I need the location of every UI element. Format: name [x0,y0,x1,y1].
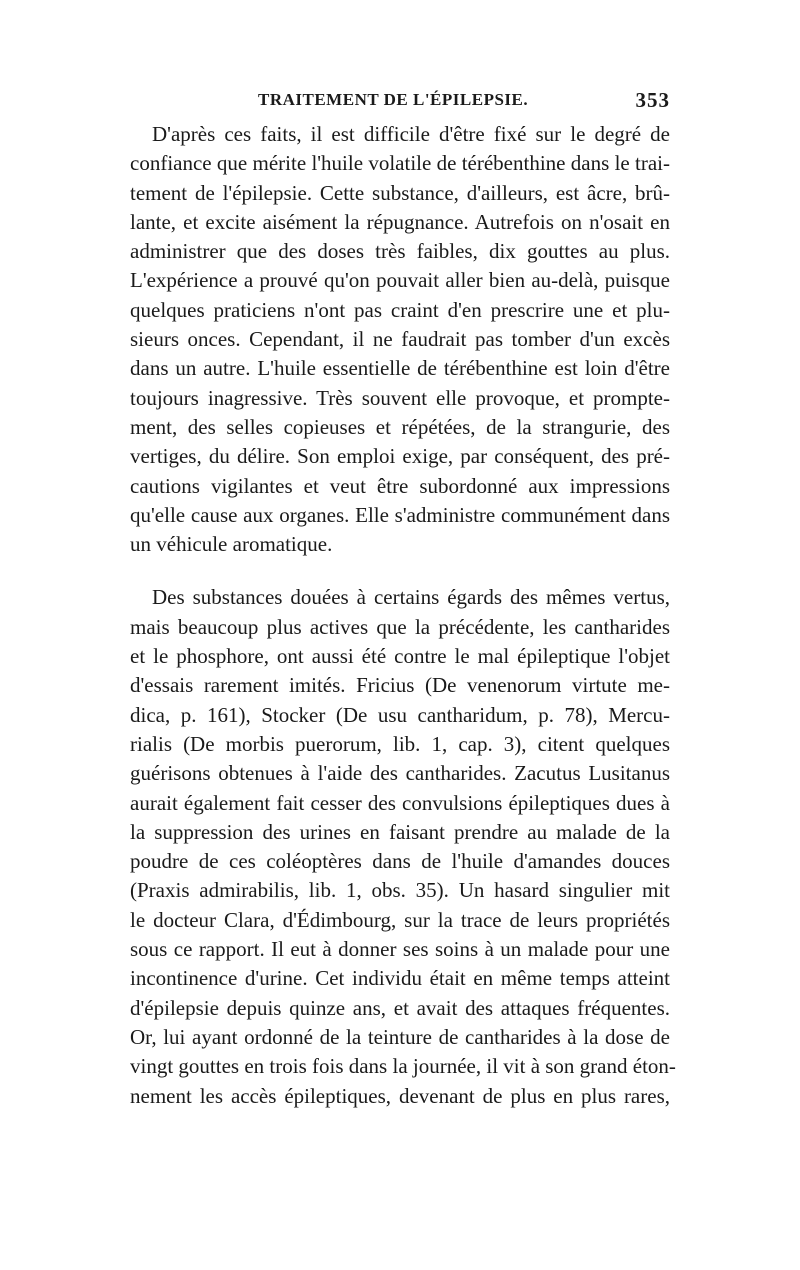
text-line: ment, des selles copieuses et répétées, de la strangurie, des [130,414,670,439]
text-line: d'essais rarement imités. Fricius (De venenorum virtute me- [130,673,670,698]
running-head [130,88,670,118]
text-line: qu'elle cause aux organes. Elle s'administre communément dans [130,502,670,527]
text-line: un véhicule aromatique. [130,532,333,557]
page-number: 353 [635,88,670,112]
text-line: aurait également fait cesser des convulsions épileptiques dues à [130,790,670,815]
text-line: d'épilepsie depuis quinze ans, et avait des attaques fréquentes. [130,995,670,1020]
paragraph-gap [130,559,670,583]
text-line: rialis (De morbis puerorum, lib. 1, cap. 3), citent quelques [130,731,670,756]
text-line: et le phosphore, ont aussi été contre le mal épileptique l'objet [130,644,670,669]
text-line: toujours inagressive. Très souvent elle provoque, et prompte- [130,385,670,410]
text-line: confiance que mérite l'huile volatile de térébenthine dans le trai- [130,151,670,176]
text-line: guérisons obtenues à l'aide des cantharides. Zacutus Lusitanus [130,761,670,786]
text-line: nement les accès épileptiques, devenant de plus en plus rares, [130,1083,670,1108]
text-line: incontinence d'urine. Cet individu était en même temps atteint [130,966,670,991]
running-title: TRAITEMENT DE L'ÉPILEPSIE. [258,90,529,109]
text-line: vingt gouttes en trois fois dans la journée, il vit à son grand éton- [130,1054,676,1079]
text-line: quelques praticiens n'ont pas craint d'en prescrire une et plu- [130,297,670,322]
text-line: vertiges, du délire. Son emploi exige, par conséquent, des pré- [130,444,670,469]
text-line: Or, lui ayant ordonné de la teinture de cantharides à la dose de [130,1024,670,1049]
text-line: mais beaucoup plus actives que la précédente, les cantharides [130,614,670,639]
text-line: cautions vigilantes et veut être subordonné aux impressions [130,473,670,498]
text-line: dica, p. 161), Stocker (De usu cantharidum, p. 78), Mercu- [130,702,670,727]
text-line: tement de l'épilepsie. Cette substance, d'ailleurs, est âcre, brû- [130,180,670,205]
text-line: D'après ces faits, il est difficile d'être fixé sur le degré de [152,122,670,146]
paragraph-1 [130,120,670,559]
text-line: L'expérience a prouvé qu'on pouvait aller bien au-delà, puisque [130,268,670,293]
text-line: le docteur Clara, d'Édimbourg, sur la trace de leurs propriétés [130,907,670,932]
text-line: sous ce rapport. Il eut à donner ses soins à un malade pour une [130,937,670,962]
text-line: poudre de ces coléoptères dans de l'huile d'amandes douces [130,849,670,874]
paragraph-2 [130,583,676,1110]
text-line: dans un autre. L'huile essentielle de térébenthine est loin d'être [130,356,670,381]
book-page [130,88,676,1111]
text-line: lante, et excite aisément la répugnance. Autrefois on n'osait en [130,209,670,234]
text-line: sieurs onces. Cependant, il ne faudrait pas tomber d'un excès [130,327,670,352]
text-line: Des substances douées à certains égards des mêmes vertus, [152,585,670,610]
text-line: (Praxis admirabilis, lib. 1, obs. 35). Un hasard singulier mit [130,878,670,903]
text-line: la suppression des urines en faisant prendre au malade de la [130,819,670,844]
text-line: administrer que des doses très faibles, dix gouttes au plus. [130,239,670,264]
